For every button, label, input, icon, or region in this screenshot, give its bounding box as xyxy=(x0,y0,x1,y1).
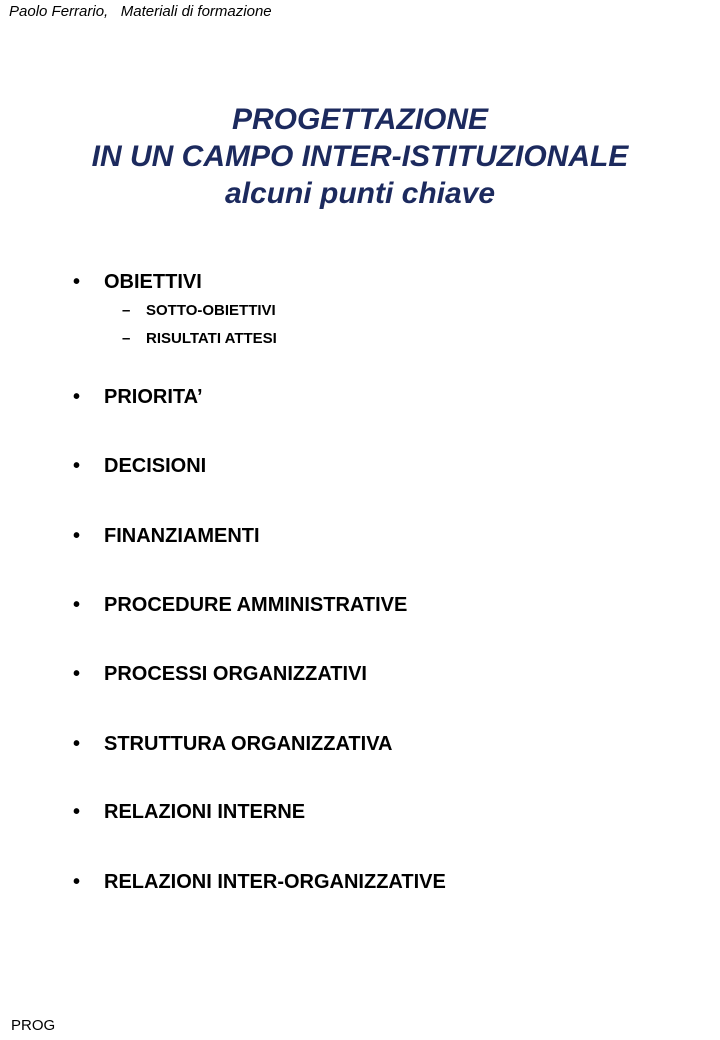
list-item xyxy=(73,800,305,824)
page-title xyxy=(0,101,720,212)
list-item-label: STRUTTURA ORGANIZZATIVA xyxy=(104,733,393,755)
title-line-3: alcuni punti chiave xyxy=(224,177,496,210)
bullet-icon: • xyxy=(73,733,81,755)
list-item xyxy=(73,593,407,617)
list-item-label: RELAZIONI INTER-ORGANIZZATIVE xyxy=(104,871,446,893)
list-item xyxy=(73,732,393,756)
header-author: Paolo Ferrario, xyxy=(9,3,109,20)
bullet-icon: • xyxy=(73,801,81,823)
list-item-label: FINANZIAMENTI xyxy=(104,525,260,547)
list-item-label: PRIORITA’ xyxy=(104,386,203,408)
list-item-label: OBIETTIVI xyxy=(104,271,202,293)
list-item xyxy=(73,524,260,548)
list-item-label: PROCESSI ORGANIZZATIVI xyxy=(104,663,367,685)
list-item xyxy=(73,662,367,686)
bullet-icon: • xyxy=(73,525,81,547)
bullet-icon: • xyxy=(73,594,81,616)
title-line-1: PROGETTAZIONE xyxy=(231,103,489,136)
list-item-label: RELAZIONI INTERNE xyxy=(104,801,306,823)
bullet-icon: • xyxy=(73,386,81,408)
page-footer-code: PROG xyxy=(11,1017,56,1034)
list-item xyxy=(73,385,203,409)
bullet-icon: • xyxy=(73,455,81,477)
bullet-icon: • xyxy=(73,271,81,293)
header-subtitle: Materiali di formazione xyxy=(120,3,272,20)
bullet-icon: • xyxy=(73,663,81,685)
title-line-2: IN UN CAMPO INTER-ISTITUZIONALE xyxy=(91,140,629,173)
dash-icon: – xyxy=(122,302,131,319)
list-item xyxy=(73,870,446,894)
sub-list-item xyxy=(122,302,276,320)
sub-list-item-label: SOTTO-OBIETTIVI xyxy=(146,302,276,319)
page-header xyxy=(9,3,272,20)
list-item xyxy=(73,454,206,478)
sub-list-item-label: RISULTATI ATTESI xyxy=(146,330,277,347)
dash-icon: – xyxy=(122,330,131,347)
list-item xyxy=(73,270,202,294)
bullet-icon: • xyxy=(73,871,81,893)
list-item-label: PROCEDURE AMMINISTRATIVE xyxy=(104,594,408,616)
sub-list-item xyxy=(122,330,277,348)
list-item-label: DECISIONI xyxy=(104,455,207,477)
